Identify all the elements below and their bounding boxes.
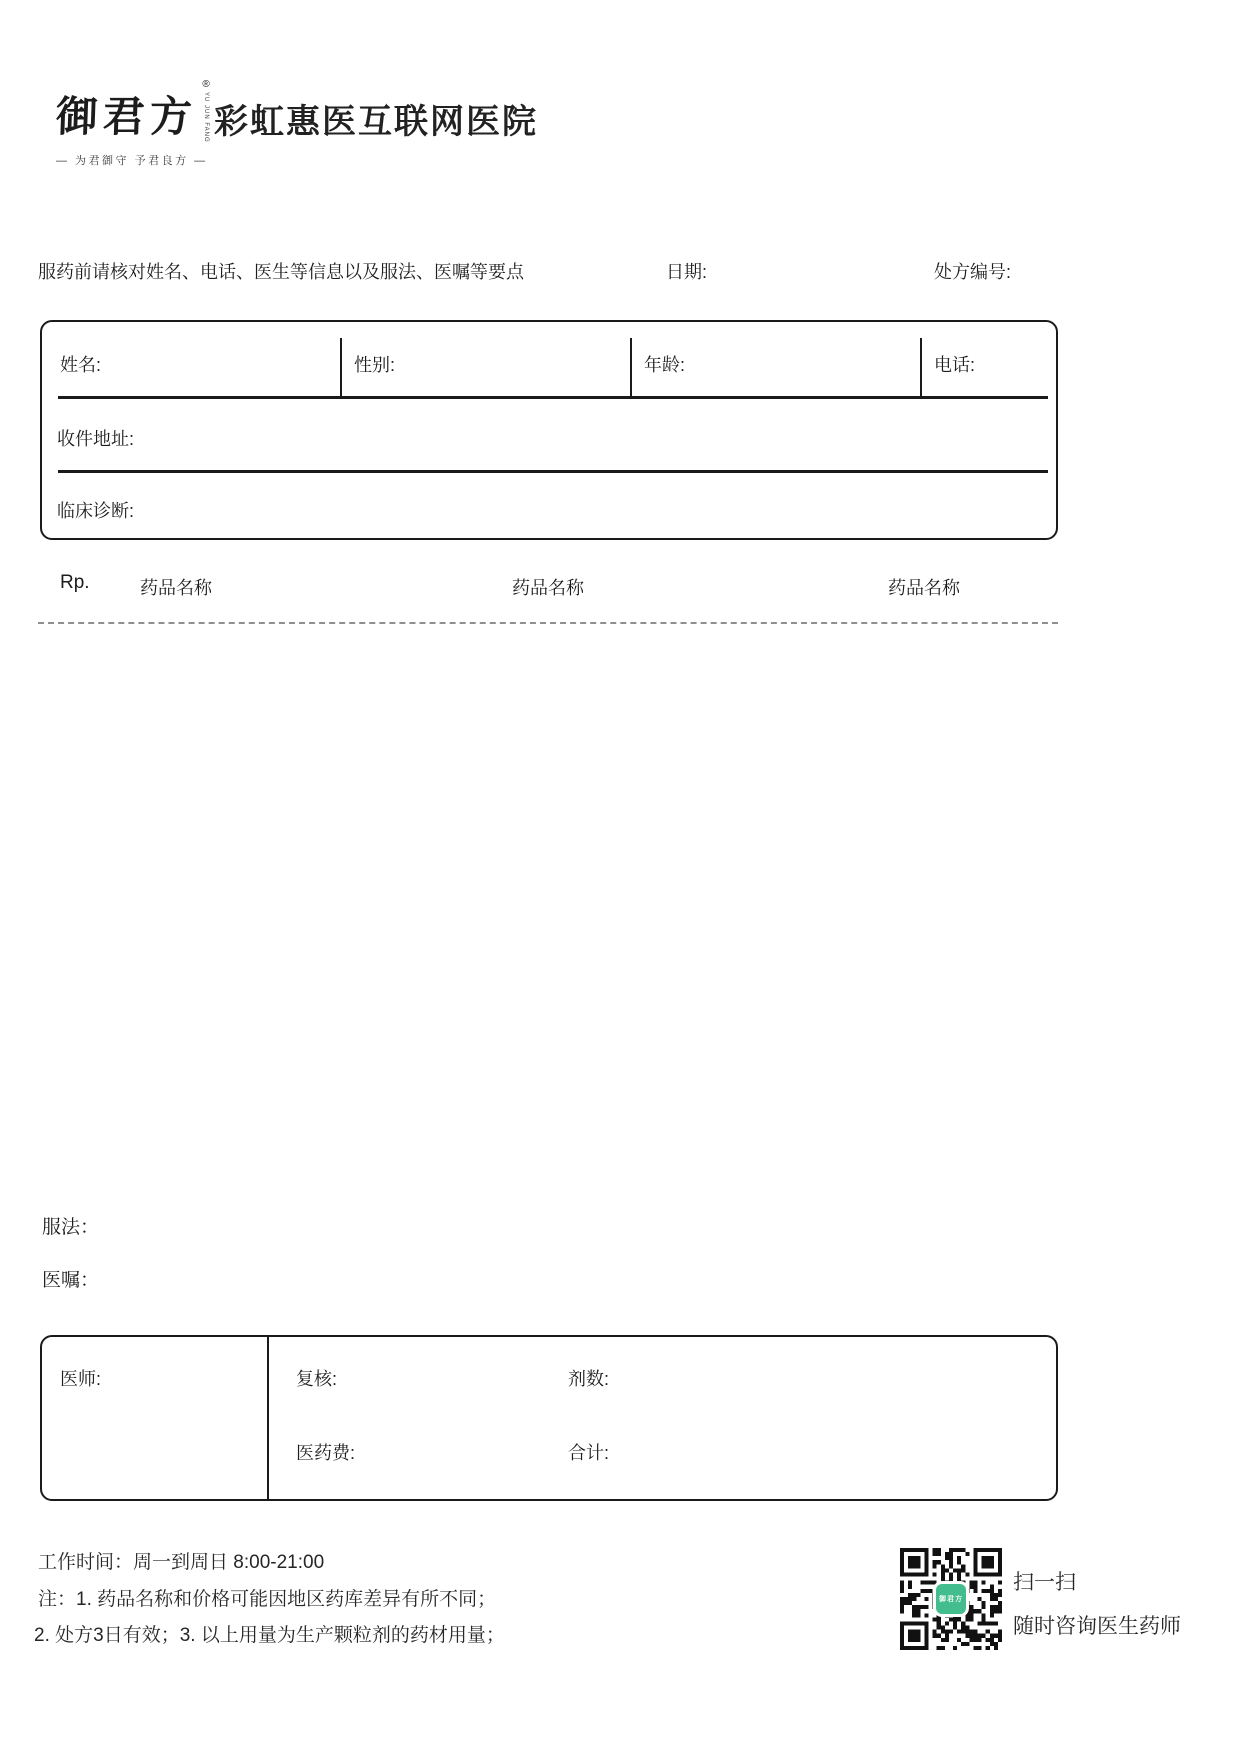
age-field-label: 年龄: (644, 355, 686, 375)
column-divider (630, 338, 632, 396)
verify-notice-text: 服药前请核对姓名、电话、医生等信息以及服法、医嘱等要点 (38, 262, 524, 282)
column-divider (920, 338, 922, 396)
review-label: 复核: (296, 1369, 338, 1389)
phone-field-label: 电话: (934, 355, 976, 375)
row-divider (58, 396, 1048, 399)
rp-label: Rp. (60, 572, 90, 593)
column-divider (340, 338, 342, 396)
working-hours-text: 工作时间：周一到周日 8:00-21:00 (38, 1552, 325, 1573)
drug-name-column-header: 药品名称 (512, 578, 584, 598)
usage-label: 服法： (42, 1217, 100, 1238)
dashed-separator (38, 622, 1058, 624)
registered-trademark-icon: ® (202, 79, 210, 90)
scan-subtitle: 随时咨询医生药师 (1013, 1615, 1181, 1638)
signature-box (40, 1335, 1058, 1501)
logo-tagline: — 为君御守 予君良方 — (56, 155, 208, 167)
note-line-2: 2. 处方3日有效；3. 以上用量为生产颗粒剂的药材用量； (34, 1625, 505, 1646)
address-field-label: 收件地址: (57, 429, 135, 449)
row-divider (58, 470, 1048, 473)
column-divider (267, 1337, 269, 1499)
rx-number-label: 处方编号: (934, 262, 1012, 282)
physician-label: 医师: (60, 1369, 102, 1389)
scan-label: 扫一扫 (1013, 1571, 1076, 1594)
diagnosis-field-label: 临床诊断: (57, 501, 135, 521)
gender-field-label: 性别: (354, 355, 396, 375)
fee-label: 医药费: (296, 1443, 356, 1463)
note-line-1: 注：1. 药品名称和价格可能因地区药库差异有所不同； (38, 1589, 497, 1610)
doses-label: 剂数: (568, 1369, 610, 1389)
drug-name-column-header: 药品名称 (888, 578, 960, 598)
total-label: 合计: (568, 1443, 610, 1463)
logo-pinyin-vertical: YU JUN FANG (203, 92, 210, 143)
name-field-label: 姓名: (60, 355, 102, 375)
logo-text: 御君方 (55, 92, 198, 141)
advice-label: 医嘱： (42, 1270, 100, 1291)
qr-center-logo: 御君方 (936, 1584, 966, 1614)
patient-info-box (40, 320, 1058, 540)
drug-name-column-header: 药品名称 (140, 578, 212, 598)
date-label: 日期: (666, 262, 708, 282)
qr-code (900, 1548, 1002, 1650)
hospital-title: 彩虹惠医互联网医院 (214, 103, 538, 141)
